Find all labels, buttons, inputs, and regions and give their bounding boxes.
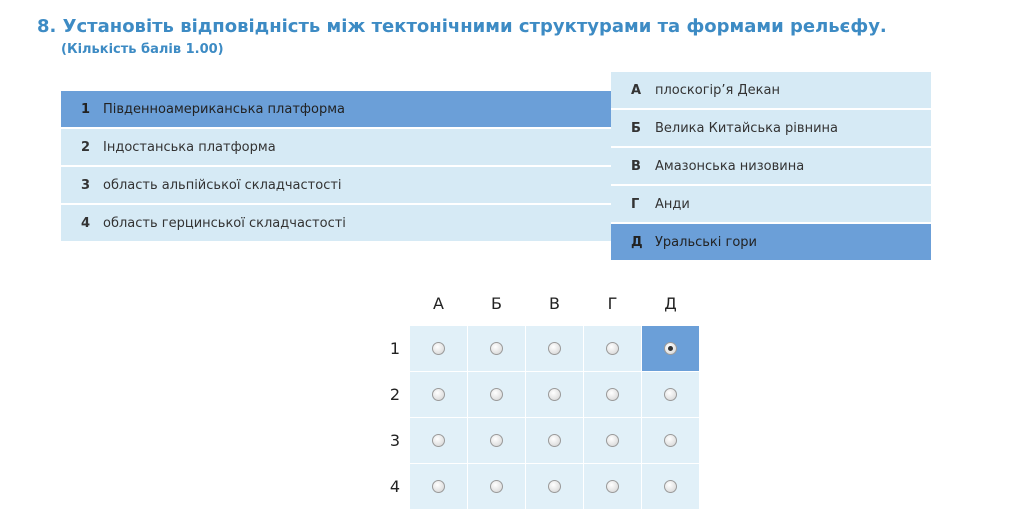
answer-grid	[380, 286, 700, 510]
grid-cell[interactable]	[642, 326, 699, 371]
radio-button[interactable]	[432, 388, 445, 401]
right-item-label: Амазонська низовина	[655, 158, 805, 174]
column-header: Д	[664, 294, 677, 313]
left-item-number: 3	[81, 177, 91, 193]
radio-button[interactable]	[548, 388, 561, 401]
grid-cell[interactable]	[526, 464, 583, 509]
question-points: (Кількість балів 1.00)	[61, 42, 224, 57]
right-item-letter: Д	[631, 234, 643, 250]
row-header: 2	[389, 385, 401, 404]
grid-cell[interactable]	[642, 372, 699, 417]
right-item-d[interactable]	[611, 224, 931, 260]
grid-cell[interactable]	[468, 372, 525, 417]
grid-cell[interactable]	[526, 372, 583, 417]
grid-cell[interactable]	[468, 464, 525, 509]
left-items-list	[61, 91, 611, 243]
grid-cell[interactable]	[642, 418, 699, 463]
radio-button[interactable]	[490, 434, 503, 447]
grid-header	[410, 286, 700, 326]
right-item-a[interactable]	[611, 72, 931, 108]
right-item-letter: Г	[631, 196, 640, 212]
left-item-label: Індостанська платформа	[103, 139, 276, 155]
radio-button[interactable]	[548, 480, 561, 493]
column-header: Г	[607, 294, 618, 313]
left-item-label: Південноамериканська платформа	[103, 101, 345, 117]
grid-row	[380, 372, 700, 417]
left-item-label: область герцинської складчастості	[103, 215, 346, 231]
right-item-g[interactable]	[611, 186, 931, 222]
grid-row	[380, 418, 700, 463]
grid-cell[interactable]	[584, 326, 641, 371]
column-header: А	[433, 294, 444, 313]
radio-button[interactable]	[664, 434, 677, 447]
left-item-number: 4	[81, 215, 91, 231]
radio-button[interactable]	[490, 480, 503, 493]
grid-cell[interactable]	[584, 418, 641, 463]
grid-row	[380, 464, 700, 509]
radio-button[interactable]	[664, 480, 677, 493]
radio-button[interactable]	[432, 480, 445, 493]
right-items-list	[611, 72, 931, 262]
right-item-v[interactable]	[611, 148, 931, 184]
left-item-3[interactable]	[61, 167, 611, 203]
grid-cell[interactable]	[410, 464, 467, 509]
row-header: 4	[389, 477, 401, 496]
left-item-number: 2	[81, 139, 91, 155]
radio-button[interactable]	[490, 388, 503, 401]
right-item-label: Велика Китайська рівнина	[655, 120, 838, 136]
radio-button[interactable]	[432, 434, 445, 447]
column-header: В	[549, 294, 560, 313]
radio-button[interactable]	[606, 388, 619, 401]
radio-button[interactable]	[664, 388, 677, 401]
question-title: 8. Установіть відповідність між тектонічними структурами та формами рельєфу.	[37, 16, 887, 37]
left-item-number: 1	[81, 101, 91, 117]
right-item-letter: Б	[631, 120, 641, 136]
right-item-letter: В	[631, 158, 641, 174]
grid-row	[380, 326, 700, 371]
grid-cell[interactable]	[468, 326, 525, 371]
grid-cell[interactable]	[410, 418, 467, 463]
radio-button-checked[interactable]	[664, 342, 677, 355]
grid-cell[interactable]	[642, 464, 699, 509]
row-header: 1	[389, 339, 401, 358]
right-item-b[interactable]	[611, 110, 931, 146]
right-item-label: плоскогір’я Декан	[655, 82, 780, 98]
right-item-label: Уральські гори	[655, 234, 758, 250]
radio-button[interactable]	[606, 480, 619, 493]
right-item-label: Анди	[655, 196, 690, 212]
column-header: Б	[491, 294, 502, 313]
grid-cell[interactable]	[526, 418, 583, 463]
row-header: 3	[389, 431, 401, 450]
left-item-label: область альпійської складчастості	[103, 177, 342, 193]
radio-button[interactable]	[490, 342, 503, 355]
grid-cell[interactable]	[410, 372, 467, 417]
grid-cell[interactable]	[584, 372, 641, 417]
grid-cell[interactable]	[584, 464, 641, 509]
grid-cell[interactable]	[526, 326, 583, 371]
left-item-2[interactable]	[61, 129, 611, 165]
right-item-letter: А	[631, 82, 642, 98]
left-item-1[interactable]	[61, 91, 611, 127]
radio-button[interactable]	[432, 342, 445, 355]
radio-button[interactable]	[548, 434, 561, 447]
radio-button[interactable]	[606, 434, 619, 447]
radio-button[interactable]	[548, 342, 561, 355]
radio-button[interactable]	[606, 342, 619, 355]
grid-cell[interactable]	[468, 418, 525, 463]
left-item-4[interactable]	[61, 205, 611, 241]
grid-cell[interactable]	[410, 326, 467, 371]
